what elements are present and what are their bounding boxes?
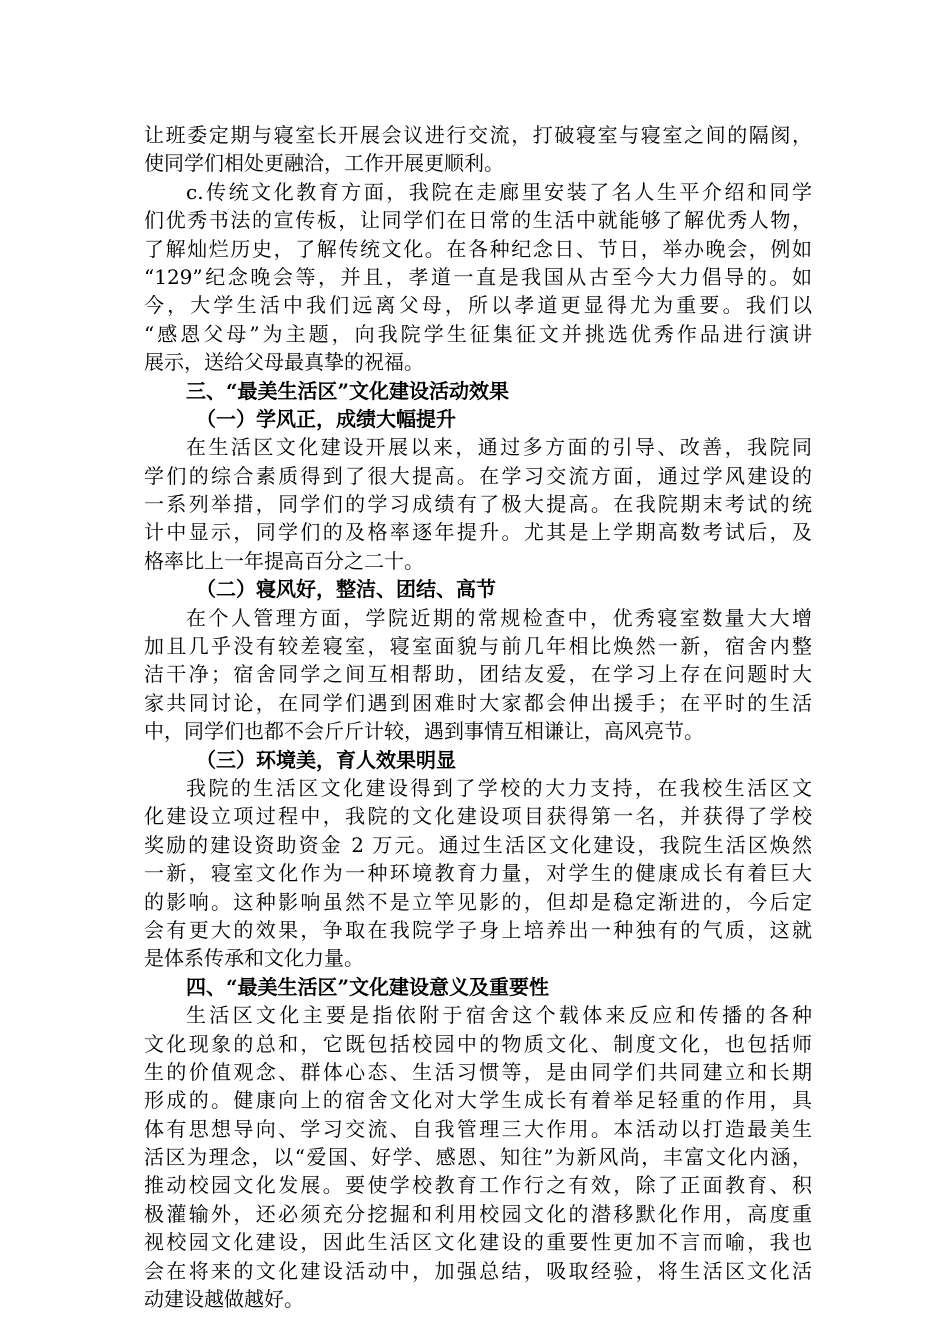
section-heading: 四、“最美生活区”文化建设意义及重要性 xyxy=(186,974,550,999)
text-line: 化建设立项过程中，我院的文化建设项目获得第一名，并获得了学校 xyxy=(144,804,812,829)
text-line: 格率比上一年提高百分之二十。 xyxy=(144,548,424,573)
text-line: 生的价值观念、群体心态、生活习惯等，是由同学们共同建立和长期 xyxy=(144,1059,812,1084)
text-line: “129”纪念晚会等，并且，孝道一直是我国从古至今大力倡导的。如 xyxy=(144,264,812,289)
text-line: 文化现象的总和，它既包括校园中的物质文化、制度文化，也包括师 xyxy=(144,1031,812,1056)
text-line: 我院的生活区文化建设得到了学校的大力支持，在我校生活区文 xyxy=(186,775,812,800)
text-line: 活区为理念，以“爱国、好学、感恩、知往”为新风尚，丰富文化内涵， xyxy=(144,1145,812,1170)
paragraph xyxy=(144,121,812,178)
text-line: 在个人管理方面，学院近期的常规检查中，优秀寝室数量大大增 xyxy=(186,605,812,630)
text-line: “感恩父母”为主题，向我院学生征集征文并挑选优秀作品进行演讲 xyxy=(144,321,812,346)
subsection-heading: （一）学风正，成绩大幅提升 xyxy=(196,406,456,431)
text-line: 推动校园文化发展。要使学校教育工作行之有效，除了正面教育、积 xyxy=(144,1173,812,1198)
paragraph xyxy=(144,604,812,746)
section-heading: 三、“最美生活区”文化建设活动效果 xyxy=(186,378,510,403)
paragraph xyxy=(144,433,812,575)
text-line: 会在将来的文化建设活动中，加强总结，吸取经验，将生活区文化活 xyxy=(144,1258,812,1283)
text-line: 生活区文化主要是指依附于宿舍这个载体来反应和传播的各种 xyxy=(186,1003,812,1028)
text-line: 是体系传承和文化力量。 xyxy=(144,946,364,971)
text-line: 极灌输外，还必须充分挖掘和利用校园文化的潜移默化作用，高度重 xyxy=(144,1201,812,1226)
text-line: 使同学们相处更融洽，工作开展更顺利。 xyxy=(144,151,504,176)
paragraph xyxy=(144,178,812,377)
subsection-heading: （三）环境美，育人效果明显 xyxy=(196,747,456,772)
text-line: 视校园文化建设，因此生活区文化建设的重要性更加不言而喻，我也 xyxy=(144,1230,812,1255)
text-line: 动建设越做越好。 xyxy=(144,1287,304,1312)
subsection-heading: （二）寝风好，整洁、团结、高节 xyxy=(196,577,496,602)
text-line: 学们的综合素质得到了很大提高。在学习交流方面，通过学风建设的 xyxy=(144,463,812,488)
text-line: 今，大学生活中我们远离父母，所以孝道更显得尤为重要。我们以 xyxy=(144,293,812,318)
text-line: c.传统文化教育方面，我院在走廊里安装了名人生平介绍和同学 xyxy=(186,179,812,204)
text-line: 加且几乎没有较差寝室，寝室面貌与前几年相比焕然一新，宿舍内整 xyxy=(144,634,812,659)
text-line: 让班委定期与寝室长开展会议进行交流，打破寝室与寝室之间的隔阂， xyxy=(144,123,812,147)
paragraph xyxy=(144,774,812,973)
text-line: 一系列举措，同学们的学习成绩有了极大提高。在我院期末考试的统 xyxy=(144,492,812,517)
text-line: 的影响。这种影响虽然不是立竿见影的，但却是稳定渐进的，今后定 xyxy=(144,889,812,914)
text-line: 计中显示，同学们的及格率逐年提升。尤其是上学期高数考试后，及 xyxy=(144,520,812,545)
document-body xyxy=(144,121,812,1313)
text-line: 们优秀书法的宣传板，让同学们在日常的生活中就能够了解优秀人物， xyxy=(144,208,812,233)
text-line: 会有更大的效果，争取在我院学子身上培养出一种独有的气质，这就 xyxy=(144,917,812,942)
text-line: 家共同讨论，在同学们遇到困难时大家都会伸出援手；在平时的生活 xyxy=(144,690,812,715)
paragraph xyxy=(144,1001,812,1313)
text-line: 洁干净；宿舍同学之间互相帮助，团结友爱，在学习上存在问题时大 xyxy=(144,662,812,687)
text-line: 体有思想导向、学习交流、自我管理三大作用。本活动以打造最美生 xyxy=(144,1116,812,1141)
text-line: 在生活区文化建设开展以来，通过多方面的引导、改善，我院同 xyxy=(186,435,812,460)
text-line: 了解灿烂历史，了解传统文化。在各种纪念日、节日，举办晚会，例如 xyxy=(144,236,812,261)
text-line: 形成的。健康向上的宿舍文化对大学生成长有着举足轻重的作用，具 xyxy=(144,1088,812,1113)
text-line: 展示，送给父母最真挚的祝福。 xyxy=(144,350,424,375)
text-line: 奖励的建设资助资金 2 万元。通过生活区文化建设，我院生活区焕然 xyxy=(144,832,812,857)
text-line: 一新，寝室文化作为一种环境教育力量，对学生的健康成长有着巨大 xyxy=(144,861,812,886)
text-line: 中，同学们也都不会斤斤计较，遇到事情互相谦让，高风亮节。 xyxy=(144,719,704,744)
